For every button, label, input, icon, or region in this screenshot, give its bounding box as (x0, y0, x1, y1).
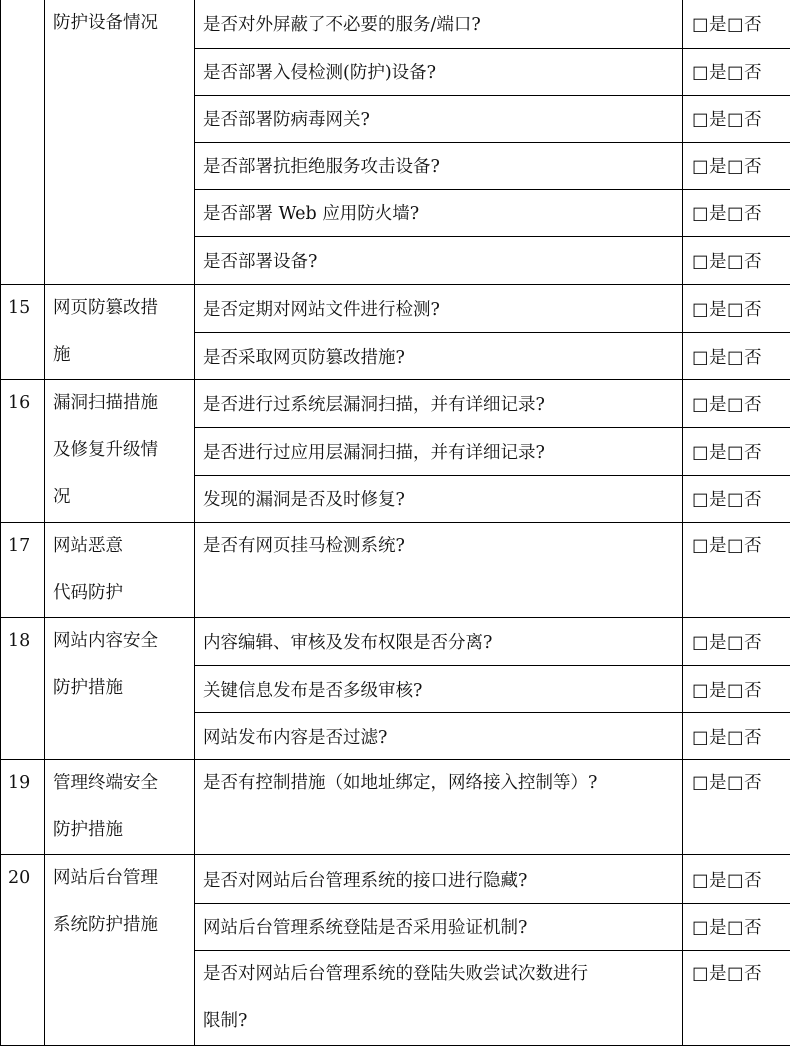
category-line: 网页防篡改措 (53, 298, 158, 319)
table-row (1, 617, 790, 665)
category-cell (45, 522, 195, 617)
answer-checkbox[interactable]: □是□否 (683, 713, 790, 760)
category-line: 漏洞扫描措施 (53, 393, 158, 414)
question-cell: 是否部署防病毒网关? (195, 95, 683, 142)
question-cell: 网站后台管理系统登陆是否采用验证机制? (195, 903, 683, 950)
category-line: 及修复升级情 (53, 440, 158, 461)
table-row (1, 760, 790, 855)
category-line: 防护措施 (53, 677, 123, 698)
category-cell (45, 855, 195, 1046)
answer-checkbox[interactable]: □是□否 (683, 237, 790, 285)
answer-checkbox[interactable]: □是□否 (683, 903, 790, 950)
answer-checkbox[interactable]: □是□否 (683, 428, 790, 475)
category-cell (45, 0, 195, 285)
category-cell (45, 617, 195, 759)
row-number: 16 (1, 380, 45, 522)
category-cell (45, 380, 195, 522)
row-number: 15 (1, 285, 45, 380)
table-row (1, 522, 790, 617)
question-cell: 是否部署 Web 应用防火墙? (195, 189, 683, 236)
question-cell: 是否采取网页防篡改措施? (195, 332, 683, 380)
answer-checkbox[interactable]: □是□否 (683, 475, 790, 522)
question-cell: 是否对外屏蔽了不必要的服务/端口? (195, 0, 683, 48)
answer-checkbox[interactable]: □是□否 (683, 95, 790, 142)
table-row (1, 855, 790, 903)
answer-checkbox[interactable]: □是□否 (683, 950, 790, 1045)
question-cell: 关键信息发布是否多级审核? (195, 666, 683, 713)
question-line: 是否对网站后台管理系统的登陆失败尝试次数进行 (203, 963, 588, 984)
category-line: 施 (53, 345, 71, 366)
category-line: 网站恶意 (53, 535, 123, 556)
question-cell: 发现的漏洞是否及时修复? (195, 475, 683, 522)
question-cell: 是否部署设备? (195, 237, 683, 285)
answer-checkbox[interactable]: □是□否 (683, 855, 790, 903)
answer-checkbox[interactable]: □是□否 (683, 285, 790, 333)
question-cell: 网站发布内容是否过滤? (195, 713, 683, 760)
category-line: 防护设备情况 (53, 13, 158, 33)
question-line: 限制? (203, 1010, 248, 1031)
question-cell: 是否有网页挂马检测系统? (195, 522, 683, 617)
category-line: 代码防护 (53, 582, 123, 603)
category-line: 网站后台管理 (53, 868, 158, 889)
question-cell: 是否对网站后台管理系统的接口进行隐藏? (195, 855, 683, 903)
category-line: 系统防护措施 (53, 915, 158, 936)
answer-checkbox[interactable]: □是□否 (683, 380, 790, 428)
row-number: 17 (1, 522, 45, 617)
question-cell: 是否定期对网站文件进行检测? (195, 285, 683, 333)
category-line: 管理终端安全 (53, 773, 158, 794)
answer-checkbox[interactable]: □是□否 (683, 666, 790, 713)
answer-checkbox[interactable]: □是□否 (683, 142, 790, 189)
question-cell: 是否部署抗拒绝服务攻击设备? (195, 142, 683, 189)
row-number: 20 (1, 855, 45, 1046)
category-line: 防护措施 (53, 820, 123, 841)
table-row (1, 0, 790, 48)
answer-checkbox[interactable]: □是□否 (683, 617, 790, 665)
row-number: 19 (1, 760, 45, 855)
answer-checkbox[interactable]: □是□否 (683, 0, 790, 48)
category-cell (45, 285, 195, 380)
category-cell (45, 760, 195, 855)
question-cell: 是否部署入侵检测(防护)设备? (195, 48, 683, 95)
answer-checkbox[interactable]: □是□否 (683, 48, 790, 95)
answer-checkbox[interactable]: □是□否 (683, 332, 790, 380)
question-cell: 是否进行过应用层漏洞扫描，并有详细记录? (195, 428, 683, 475)
table-row (1, 285, 790, 333)
answer-checkbox[interactable]: □是□否 (683, 189, 790, 236)
category-line: 网站内容安全 (53, 630, 158, 651)
question-cell: 内容编辑、审核及发布权限是否分离? (195, 617, 683, 665)
category-line: 况 (53, 487, 71, 508)
question-cell (195, 950, 683, 1045)
question-cell: 是否有控制措施（如地址绑定，网络接入控制等）? (195, 760, 683, 855)
row-number: 18 (1, 617, 45, 759)
answer-checkbox[interactable]: □是□否 (683, 760, 790, 855)
table-row (1, 380, 790, 428)
answer-checkbox[interactable]: □是□否 (683, 522, 790, 617)
row-number (1, 0, 45, 285)
question-cell: 是否进行过系统层漏洞扫描，并有详细记录? (195, 380, 683, 428)
